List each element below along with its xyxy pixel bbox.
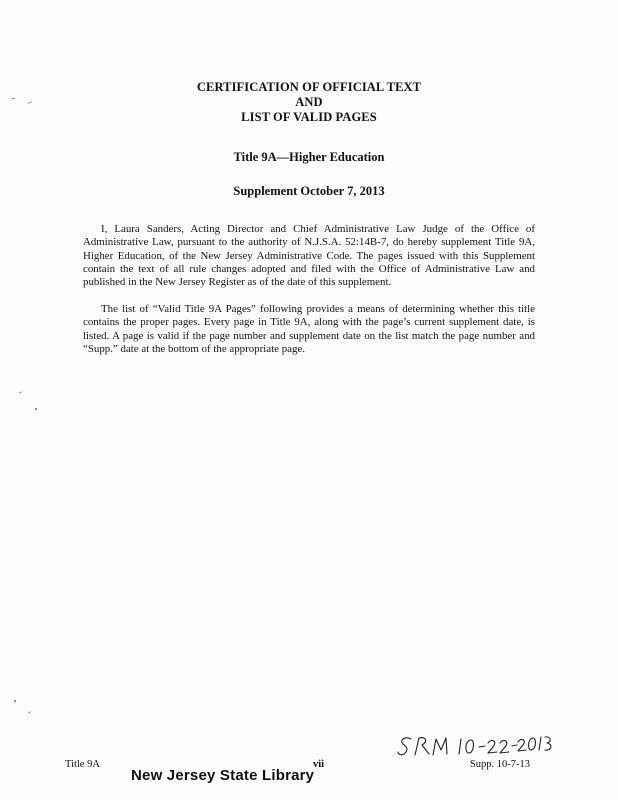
valid-pages-title: LIST OF VALID PAGES: [241, 110, 377, 124]
certification-title-and: AND: [295, 95, 323, 109]
scan-mark: [35, 408, 37, 410]
title-subject: Title 9A—Higher Education: [233, 150, 385, 164]
scan-mark: [28, 711, 31, 713]
library-stamp: New Jersey State Library: [131, 767, 315, 784]
footer-page-number: vii: [313, 759, 325, 770]
supplement-date: Supplement October 7, 2013: [233, 184, 385, 198]
certification-paragraph: [83, 223, 535, 289]
certification-title: CERTIFICATION OF OFFICIAL TEXT: [196, 80, 422, 94]
paragraph-text: The list of “Valid Title 9A Pages” following provides a means of determining whether this title contains the proper pages. Every page in Title 9A, along with the page’s current supplement date, is listed. A page is valid if the page number and supplement date on the list match the page number and “Supp.” date at the bottom of the appropriate page.: [83, 303, 535, 355]
scan-mark: [14, 700, 16, 702]
scan-mark: [19, 391, 22, 393]
footer-supplement: Supp. 10-7-13: [469, 759, 530, 770]
paragraph-text: I, Laura Sanders, Acting Director and Chief Administrative Law Judge of the Office of Administrative Law, pursuant to the authority of N.J.S.A. 52:14B-7, do hereby supplement Title 9A, Higher Education, of the New Jersey Administrative Code. The pages issued with this Supplement contain the text of all rule changes adopted and filed with the Office of Administrative Law and published in the New Jersey Register as of the date of this supplement.: [83, 223, 535, 289]
valid-pages-paragraph: [83, 303, 535, 356]
footer-title: Title 9A: [65, 759, 100, 770]
handwritten-signature-note: [395, 733, 555, 759]
